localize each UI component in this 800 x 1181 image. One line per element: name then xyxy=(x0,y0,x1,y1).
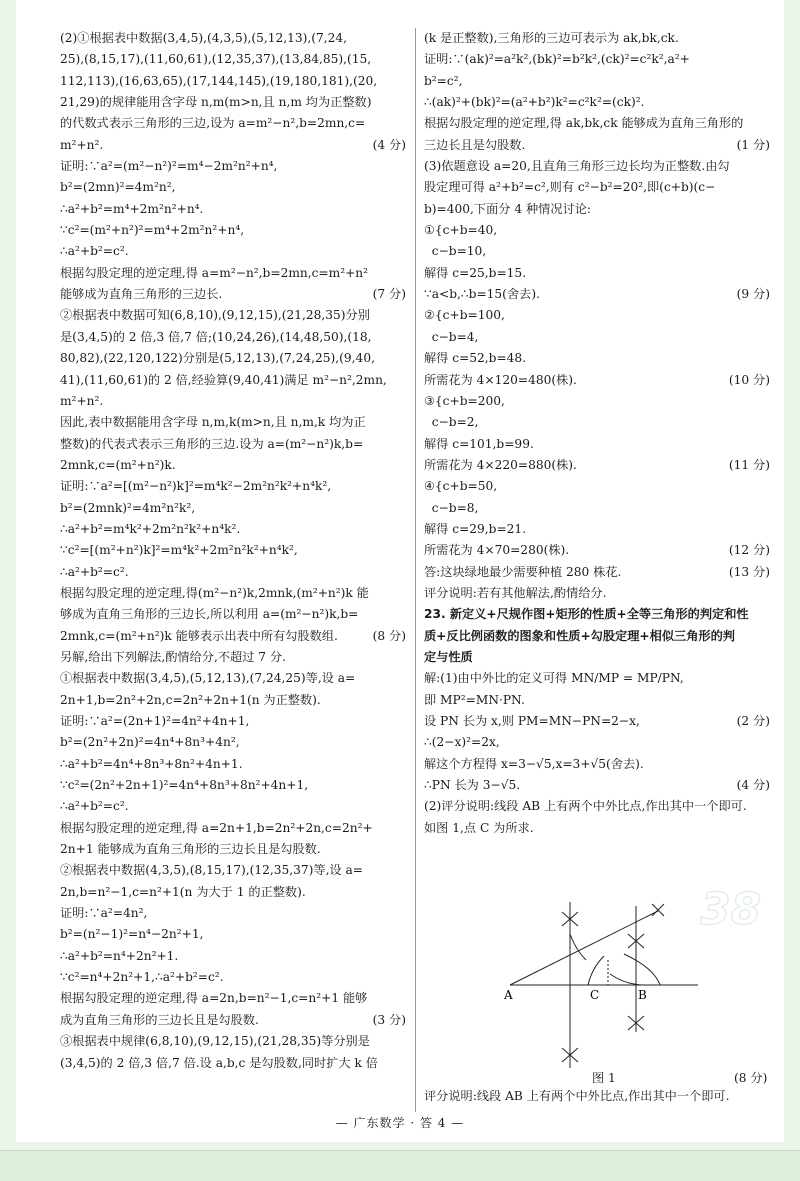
line-text: 因此,表中数据能用含字母 n,m,k(m>n,且 n,m,k 均为正 xyxy=(60,415,366,430)
line-text: 解得 c=101,b=99. xyxy=(424,436,534,451)
text-line xyxy=(424,305,770,326)
line-text: 解得 c=25,b=15. xyxy=(424,265,527,280)
line-text: 够成为直角三角形的三边长,所以利用 a=(m²−n²)k,b= xyxy=(60,607,359,622)
text-line xyxy=(60,540,406,561)
line-text: b)=400,下面分 4 种情况讨论: xyxy=(424,201,592,216)
text-line xyxy=(60,1053,406,1074)
line-text: c−b=4, xyxy=(424,329,479,344)
line-text: 整数)的代表式表示三角形的三边.设为 a=(m²−n²)k,b= xyxy=(60,436,364,451)
line-text: ∴(ak)²+(bk)²=(a²+b²)k²=c²k²=(ck)². xyxy=(424,95,645,110)
text-line xyxy=(60,1010,406,1031)
line-text: ∵c²=[(m²+n²)k]²=m⁴k²+2m²n²k²+n⁴k², xyxy=(60,543,298,558)
text-line xyxy=(60,562,406,583)
arc-c xyxy=(588,956,604,985)
text-line xyxy=(424,498,770,519)
line-text: 解得 c=52,b=48. xyxy=(424,351,527,366)
text-line xyxy=(424,92,770,113)
figure-points: (8 分) xyxy=(734,1071,768,1085)
line-text: ∴a²+b²=m⁴k²+2m²n²k²+n⁴k². xyxy=(60,521,241,536)
text-line xyxy=(60,455,406,476)
text-line xyxy=(424,241,770,262)
text-line xyxy=(60,28,406,49)
line-text: ③{c+b=200, xyxy=(424,393,505,408)
line-text: 定与性质 xyxy=(424,649,473,664)
line-text: 质+反比例函数的图象和性质+勾股定理+相似三角形的判 xyxy=(424,628,735,643)
text-line xyxy=(60,690,406,711)
score-points: (9 分) xyxy=(736,287,770,302)
text-line xyxy=(60,604,406,625)
line-text: ①根据表中数据(3,4,5),(5,12,13),(7,24,25)等,设 a= xyxy=(60,671,356,686)
bottom-band xyxy=(0,1150,800,1181)
line-text: 41),(11,60,61)的 2 倍,经验算(9,40,41)满足 m²−n²,2mn, xyxy=(60,372,387,387)
text-line xyxy=(424,199,770,220)
text-line xyxy=(60,647,406,668)
line-text: (3)依题意设 a=20,且直角三角形三边长均为正整数.由勾 xyxy=(424,159,730,174)
line-text: ∵c²=(m²+n²)²=m⁴+2m²n²+n⁴, xyxy=(60,223,245,238)
text-line xyxy=(60,839,406,860)
text-line xyxy=(60,903,406,924)
line-text: ∵a<b,∴b=15(舍去). xyxy=(424,287,540,302)
line-text: 证明:∵a²=[(m²−n²)k]²=m⁴k²−2m²n²k²+n⁴k², xyxy=(60,479,332,494)
line-text: 根据勾股定理的逆定理,得 a=m²−n²,b=2mn,c=m²+n² xyxy=(60,265,369,280)
text-line xyxy=(60,412,406,433)
text-line xyxy=(60,391,406,412)
right-column xyxy=(424,28,770,839)
score-points: (1 分) xyxy=(736,137,770,152)
text-line xyxy=(424,455,770,476)
text-line xyxy=(424,775,770,796)
text-line xyxy=(60,49,406,70)
answer-page xyxy=(16,0,784,1142)
line-text: 解这个方程得 x=3−√5,x=3+√5(舍去). xyxy=(424,756,644,771)
section-heading-line xyxy=(424,626,770,647)
text-line xyxy=(424,540,770,561)
line-text: b²=(n²−1)²=n⁴−2n²+1, xyxy=(60,927,204,942)
text-line xyxy=(424,113,770,134)
arc-e xyxy=(624,954,660,985)
line-text: ∵c²=n⁴+2n²+1,∴a²+b²=c². xyxy=(60,970,224,985)
svg-text:38: 38 xyxy=(700,884,762,935)
line-text: 2mnk,c=(m²+n²)k. xyxy=(60,457,176,472)
text-line xyxy=(424,434,770,455)
text-line xyxy=(424,156,770,177)
section-heading-line xyxy=(424,647,770,668)
label-a: A xyxy=(504,988,513,1002)
line-text: 所需花为 4×120=480(株). xyxy=(424,372,577,387)
line-text: 如图 1,点 C 为所求. xyxy=(424,820,534,835)
line-text: m²+n². xyxy=(60,137,104,152)
text-line xyxy=(424,583,770,604)
text-line xyxy=(424,370,770,391)
text-line xyxy=(60,199,406,220)
score-points: (7 分) xyxy=(372,287,406,302)
text-line: 评分说明:线段 AB 上有两个中外比点,作出其中一个即可. xyxy=(424,1089,730,1103)
text-line xyxy=(60,305,406,326)
text-line xyxy=(60,284,406,305)
score-points: (4 分) xyxy=(372,137,406,152)
line-text: 根据勾股定理的逆定理,得 a=2n,b=n²−1,c=n²+1 能够 xyxy=(60,991,368,1006)
line-text: m²+n². xyxy=(60,393,104,408)
line-text: 设 PN 长为 x,则 PM=MN−PN=2−x, xyxy=(424,714,640,728)
line-text: 三边长且是勾股数. xyxy=(424,137,526,152)
score-points: (11 分) xyxy=(728,457,770,472)
text-line xyxy=(60,113,406,134)
line-text: ∴a²+b²=c². xyxy=(60,244,129,259)
text-line xyxy=(60,818,406,839)
line-text: (2)评分说明:线段 AB 上有两个中外比点,作出其中一个即可. xyxy=(424,799,747,814)
line-text: 证明:∵a²=(m²−n²)²=m⁴−2m²n²+n⁴, xyxy=(60,159,278,174)
text-line xyxy=(60,434,406,455)
label-b: B xyxy=(638,988,647,1002)
score-points: (4 分) xyxy=(736,778,770,793)
text-line xyxy=(60,775,406,796)
line-text: 根据勾股定理的逆定理,得(m²−n²)k,2mnk,(m²+n²)k 能 xyxy=(60,585,369,600)
line-text: ②{c+b=100, xyxy=(424,308,505,323)
line-text: c−b=8, xyxy=(424,500,479,515)
line-text: 成为直角三角形的三边长且是勾股数. xyxy=(60,1012,259,1027)
line-text: ③根据表中规律(6,8,10),(9,12,15),(21,28,35)等分别是 xyxy=(60,1034,370,1049)
line-text: b²=(2mnk)²=4m²n²k², xyxy=(60,500,196,515)
line-text: ∴a²+b²=n⁴+2n²+1. xyxy=(60,948,179,963)
line-text: ②根据表中数据(4,3,5),(8,15,17),(12,35,37)等,设 a= xyxy=(60,863,363,878)
text-line xyxy=(424,391,770,412)
line-text: 证明:∵(ak)²=a²k²,(bk)²=b²k²,(ck)²=c²k²,a²+ xyxy=(424,52,690,67)
line-text: 另解,给出下列解法,酌情给分,不超过 7 分. xyxy=(60,649,286,664)
text-line xyxy=(60,92,406,113)
arc-d xyxy=(570,934,586,960)
text-line xyxy=(60,241,406,262)
text-line xyxy=(424,519,770,540)
text-line xyxy=(60,519,406,540)
page-footer: — 广东数学 · 答 4 — xyxy=(335,1116,465,1130)
text-line xyxy=(424,327,770,348)
line-text: 80,82),(22,120,122)分别是(5,12,13),(7,24,25),(9,40, xyxy=(60,351,375,366)
text-line xyxy=(60,583,406,604)
text-line xyxy=(60,711,406,732)
text-line xyxy=(424,263,770,284)
text-line xyxy=(424,562,770,583)
text-line xyxy=(424,348,770,369)
line-text: (k 是正整数),三角形的三边可表示为 ak,bk,ck. xyxy=(424,31,679,45)
text-line xyxy=(424,796,770,817)
line-text: 21,29)的规律能用含字母 n,m(m>n,且 n,m 均为正整数) xyxy=(60,95,372,110)
score-points: (12 分) xyxy=(728,543,770,558)
line-text: 证明:∵a²=(2n+1)²=4n²+4n+1, xyxy=(60,714,250,728)
line-text: 答:这块绿地最少需要种植 280 株花. xyxy=(424,564,622,579)
line-text: 112,113),(16,63,65),(17,144,145),(19,180,181),(20, xyxy=(60,73,378,88)
text-line xyxy=(424,412,770,433)
text-line xyxy=(60,796,406,817)
text-line xyxy=(424,71,770,92)
line-text: c−b=2, xyxy=(424,415,479,430)
line-text: c−b=10, xyxy=(424,244,487,259)
text-line xyxy=(424,476,770,497)
text-line xyxy=(60,135,406,156)
text-line xyxy=(60,498,406,519)
line-text: 评分说明:若有其他解法,酌情给分. xyxy=(424,585,607,600)
text-line xyxy=(60,177,406,198)
text-line xyxy=(60,348,406,369)
line-text: 解:(1)由中外比的定义可得 MN/MP = MP/PN, xyxy=(424,671,684,686)
line-text: 2n+1,b=2n²+2n,c=2n²+2n+1(n 为正整数). xyxy=(60,692,321,707)
line-text: ∴a²+b²=4n⁴+8n³+8n²+4n+1. xyxy=(60,756,243,771)
column-divider xyxy=(415,28,416,1112)
text-line xyxy=(60,967,406,988)
line-text: ②根据表中数据可知(6,8,10),(9,12,15),(21,28,35)分别 xyxy=(60,308,370,323)
text-line xyxy=(60,732,406,753)
text-line xyxy=(424,818,770,839)
text-line xyxy=(60,924,406,945)
line-text: b²=c², xyxy=(424,73,463,88)
line-text: ∵c²=(2n²+2n+1)²=4n⁴+8n³+8n²+4n+1, xyxy=(60,778,309,793)
figure-1-construction xyxy=(504,898,710,1072)
text-line xyxy=(424,690,770,711)
line-text: ④{c+b=50, xyxy=(424,479,498,494)
text-line xyxy=(60,946,406,967)
text-line xyxy=(424,284,770,305)
line-text: 所需花为 4×70=280(株). xyxy=(424,543,570,558)
line-text: b²=(2n²+2n)²=4n⁴+8n³+4n², xyxy=(60,735,240,750)
text-line xyxy=(60,156,406,177)
text-line xyxy=(424,28,770,49)
text-line xyxy=(424,135,770,156)
score-points: (8 分) xyxy=(372,628,406,643)
line-text: 根据勾股定理的逆定理,得 a=2n+1,b=2n²+2n,c=2n²+ xyxy=(60,820,373,835)
text-line xyxy=(60,327,406,348)
line-text: 25),(8,15,17),(11,60,61),(12,35,37),(13,84,85),(15, xyxy=(60,52,372,67)
text-line xyxy=(60,754,406,775)
line-text: 证明:∵a²=4n², xyxy=(60,906,148,921)
line-text: ∴(2−x)²=2x, xyxy=(424,735,500,750)
arc-b xyxy=(610,974,642,985)
right-tail xyxy=(424,1086,770,1107)
score-points: (13 分) xyxy=(728,564,770,579)
section-heading-line xyxy=(424,604,770,625)
text-line xyxy=(424,732,770,753)
line-text: 股定理可得 a²+b²=c²,则有 c²−b²=20²,即(c+b)(c− xyxy=(424,180,716,195)
line-text: 是(3,4,5)的 2 倍,3 倍,7 倍;(10,24,26),(14,48,50),(18, xyxy=(60,329,372,344)
line-text: 即 MP²=MN·PN. xyxy=(424,692,525,707)
text-line xyxy=(424,220,770,241)
text-line xyxy=(424,711,770,732)
line-text: ∴a²+b²=c². xyxy=(60,799,129,814)
line-text: ∴a²+b²=c². xyxy=(60,564,129,579)
text-line xyxy=(60,476,406,497)
line-text: (2)①根据表中数据(3,4,5),(4,3,5),(5,12,13),(7,24, xyxy=(60,31,348,45)
text-line xyxy=(60,1031,406,1052)
text-line xyxy=(60,626,406,647)
line-text: (3,4,5)的 2 倍,3 倍,7 倍.设 a,b,c 是勾股数,同时扩大 k 倍 xyxy=(60,1055,378,1070)
watermark-logo xyxy=(700,876,800,942)
line-text: 解得 c=29,b=21. xyxy=(424,521,527,536)
text-line xyxy=(60,668,406,689)
text-line xyxy=(424,668,770,689)
text-line xyxy=(424,177,770,198)
line-text: 2n,b=n²−1,c=n²+1(n 为大于 1 的正整数). xyxy=(60,884,306,899)
line-text: ①{c+b=40, xyxy=(424,223,498,238)
figure-caption: 图 1 xyxy=(592,1071,616,1085)
line-text: 2n+1 能够成为直角三角形的三边长且是勾股数. xyxy=(60,842,321,857)
text-line xyxy=(60,220,406,241)
line-text: 2mnk,c=(m²+n²)k 能够表示出表中所有勾股数组. xyxy=(60,628,338,643)
score-points: (10 分) xyxy=(728,372,770,387)
score-points: (2 分) xyxy=(736,714,770,728)
label-c: C xyxy=(590,988,600,1002)
line-text: ∴PN 长为 3−√5. xyxy=(424,778,521,793)
text-line xyxy=(60,263,406,284)
text-line xyxy=(60,860,406,881)
line-text: 23. 新定义+尺规作图+矩形的性质+全等三角形的判定和性 xyxy=(424,607,749,622)
line-text: 的代数式表示三角形的三边,设为 a=m²−n²,b=2mn,c= xyxy=(60,116,366,131)
line-text: 所需花为 4×220=880(株). xyxy=(424,457,577,472)
score-points: (3 分) xyxy=(372,1012,406,1027)
text-line xyxy=(60,882,406,903)
line-text: b²=(2mn)²=4m²n², xyxy=(60,180,176,195)
text-line xyxy=(60,370,406,391)
text-line xyxy=(60,71,406,92)
line-text: 根据勾股定理的逆定理,得 ak,bk,ck 能够成为直角三角形的 xyxy=(424,116,744,131)
line-text: 能够成为直角三角形的三边长. xyxy=(60,287,223,302)
text-line xyxy=(424,754,770,775)
text-line xyxy=(424,49,770,70)
line-text: ∴a²+b²=m⁴+2m²n²+n⁴. xyxy=(60,201,204,216)
left-column xyxy=(60,28,406,1074)
text-line xyxy=(60,988,406,1009)
